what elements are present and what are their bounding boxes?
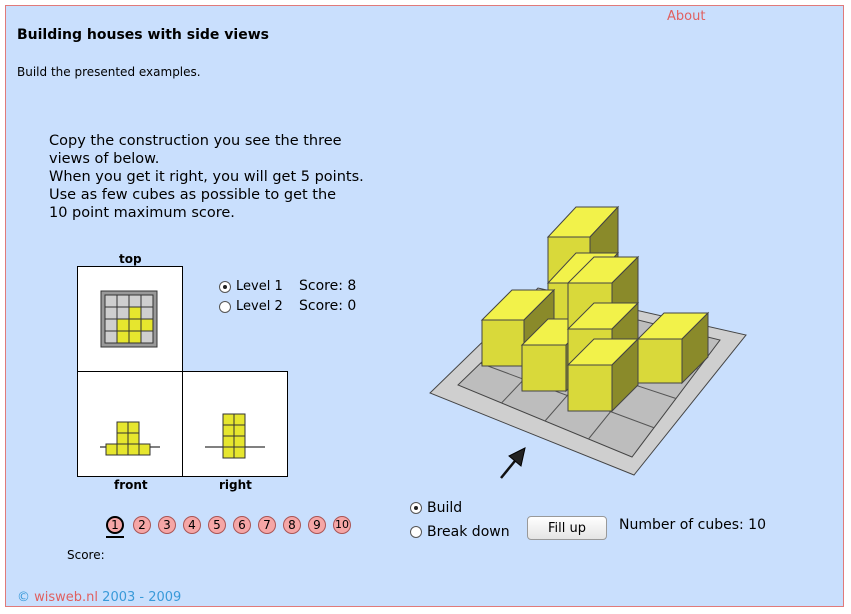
top-view-cell [141,331,153,343]
exercise-2-button[interactable]: 2 [133,516,151,534]
top-view-cell [117,319,129,331]
top-view-cell [105,295,117,307]
exercise-1-button[interactable]: 1 [106,516,124,534]
top-view-cell [105,331,117,343]
top-view-cell [129,319,141,331]
copyright-symbol: © [17,590,30,605]
construction-3d-view[interactable] [420,195,760,485]
instruction-line: When you get it right, you will get 5 points. [49,169,364,185]
front-view-cell [128,422,139,433]
front-view-cell [139,444,150,455]
right-view [182,371,288,477]
right-view-cell [234,436,245,447]
exercise-7-button[interactable]: 7 [258,516,276,534]
cube-face-front [482,320,524,366]
page-subtitle: Build the presented examples. [17,65,201,79]
about-link[interactable]: About [667,9,706,24]
radio-selected-icon [410,502,422,514]
front-view-cell [117,444,128,455]
right-view-drawing [183,372,287,476]
front-view-cell [117,433,128,444]
instructions [49,132,364,222]
level-1-radio[interactable] [219,279,283,294]
front-view-cell [106,444,117,455]
front-view-drawing [78,372,182,476]
level-1-score: Score: 8 [299,278,357,294]
wisweb-link[interactable]: wisweb.nl [34,590,99,605]
right-view-cell [223,447,234,458]
front-view-cell [128,433,139,444]
top-view-cell [117,307,129,319]
top-view [77,266,183,372]
copyright-years: 2003 - 2009 [102,590,182,605]
top-view-cell [141,319,153,331]
radio-selected-icon [219,281,231,293]
exercise-8-button[interactable]: 8 [283,516,301,534]
instruction-line: Use as few cubes as possible to get the [49,187,337,203]
exercise-10-button[interactable]: 10 [333,516,351,534]
top-view-label: top [119,252,142,266]
right-view-cell [223,414,234,425]
top-view-cell [141,307,153,319]
fill-up-button[interactable]: Fill up [527,516,607,540]
cube-face-front [638,339,682,383]
front-view [77,371,183,477]
right-view-cell [234,447,245,458]
level-label: Level 2 [236,299,283,314]
top-view-cell [105,307,117,319]
exercise-5-button[interactable]: 5 [208,516,226,534]
selected-exercise-underline [106,536,124,538]
exercise-9-button[interactable]: 9 [308,516,326,534]
right-view-cell [223,436,234,447]
right-view-label: right [219,478,252,492]
right-view-cell [234,414,245,425]
copyright [17,590,181,605]
top-view-cell [105,319,117,331]
top-view-cell [129,307,141,319]
front-view-cell [128,444,139,455]
exercise-4-button[interactable]: 4 [183,516,201,534]
build-radio[interactable] [410,500,462,516]
instruction-line: views of below. [49,151,160,167]
cube-face-front [522,345,566,391]
top-view-cell [141,295,153,307]
exercise-3-button[interactable]: 3 [158,516,176,534]
front-view-cell [117,422,128,433]
top-view-cell [117,295,129,307]
page-title: Building houses with side views [17,27,269,43]
level-label: Level 1 [236,279,283,294]
front-view-label: front [114,478,148,492]
cube-count: Number of cubes: 10 [619,517,766,533]
cube-face-front [568,365,612,411]
level-2-score: Score: 0 [299,298,357,314]
break-down-radio[interactable] [410,524,510,540]
top-view-cell [129,331,141,343]
level-2-radio[interactable] [219,299,283,314]
right-view-cell [223,425,234,436]
score-label: Score: [67,548,105,562]
exercise-6-button[interactable]: 6 [233,516,251,534]
rotate-arrow-icon[interactable] [495,444,531,482]
radio-unselected-icon [410,526,422,538]
instruction-line: Copy the construction you see the three [49,133,342,149]
top-view-drawing [78,267,182,371]
top-view-cell [117,331,129,343]
radio-unselected-icon [219,301,231,313]
build-label: Build [427,500,463,516]
instruction-line: 10 point maximum score. [49,205,235,221]
top-view-cell [129,295,141,307]
break-down-label: Break down [427,524,510,540]
right-view-cell [234,425,245,436]
